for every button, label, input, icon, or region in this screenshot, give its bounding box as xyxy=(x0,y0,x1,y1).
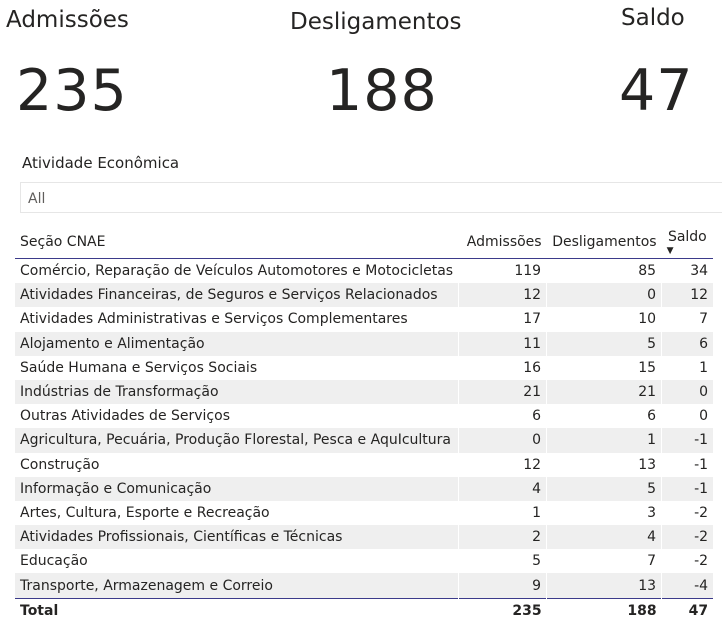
cell-saldo: 12 xyxy=(662,283,714,307)
cell-desligamentos: 10 xyxy=(547,307,662,331)
table-row[interactable] xyxy=(15,549,713,573)
cell-saldo: 6 xyxy=(662,332,714,356)
cell-admissoes: 0 xyxy=(459,428,547,452)
cell-admissoes: 16 xyxy=(459,356,547,380)
cell-saldo: 0 xyxy=(662,380,714,404)
kpi-admissoes-title: Admissões xyxy=(6,7,129,33)
header-desligamentos[interactable]: Desligamentos xyxy=(547,225,662,259)
cell-admissoes: 2 xyxy=(459,525,547,549)
table-row[interactable] xyxy=(15,356,713,380)
cell-saldo: -1 xyxy=(662,453,714,477)
atividade-economica-dropdown[interactable] xyxy=(20,182,722,213)
cell-secao: Atividades Financeiras, de Seguros e Serviços Relacionados xyxy=(15,283,459,307)
table-row[interactable] xyxy=(15,453,713,477)
table-header-row xyxy=(15,225,713,259)
kpi-desligamentos-title: Desligamentos xyxy=(290,9,462,35)
cell-admissoes: 119 xyxy=(459,259,547,284)
cell-secao: Saúde Humana e Serviços Sociais xyxy=(20,359,258,376)
sort-descending-icon: ▼ xyxy=(666,245,674,256)
cell-saldo: -1 xyxy=(662,477,714,501)
cell-secao: Construção xyxy=(20,456,100,473)
cell-secao: Artes, Cultura, Esporte e Recreação xyxy=(20,504,270,521)
cell-admissoes: 1 xyxy=(459,501,547,525)
kpi-saldo-title: Saldo xyxy=(621,5,685,31)
cell-desligamentos: 3 xyxy=(547,501,662,525)
cell-desligamentos: 6 xyxy=(547,404,662,428)
cell-secao: Agricultura, Pecuária, Produção Florestal, Pesca e AquIcultura xyxy=(15,428,459,452)
cell-desligamentos: 5 xyxy=(547,332,662,356)
header-saldo[interactable] xyxy=(662,225,714,259)
cell-admissoes: 5 xyxy=(459,549,547,573)
cell-admissoes: 9 xyxy=(459,573,547,598)
table-row[interactable] xyxy=(15,573,713,598)
cell-desligamentos: 5 xyxy=(547,477,662,501)
cell-admissoes: 6 xyxy=(459,404,547,428)
table-body xyxy=(15,259,713,599)
header-admissoes[interactable]: Admissões xyxy=(459,225,547,259)
cell-desligamentos: 13 xyxy=(547,453,662,477)
cell-secao: Atividades Administrativas e Serviços Complementares xyxy=(20,311,408,328)
cell-admissoes: 12 xyxy=(459,283,547,307)
header-secao-cnae[interactable]: Seção CNAE xyxy=(15,225,459,259)
table-row[interactable] xyxy=(15,501,713,525)
table-row[interactable] xyxy=(15,477,713,501)
cell-secao: Indústrias de Transformação xyxy=(15,380,459,404)
cell-saldo: -2 xyxy=(662,549,714,573)
cell-desligamentos: 85 xyxy=(547,259,662,284)
cell-desligamentos: 21 xyxy=(547,380,662,404)
total-desligamentos: 188 xyxy=(547,598,662,624)
cell-desligamentos: 0 xyxy=(547,283,662,307)
cell-saldo: -2 xyxy=(662,525,714,549)
cell-admissoes: 21 xyxy=(459,380,547,404)
cell-desligamentos: 7 xyxy=(547,549,662,573)
cnae-table xyxy=(15,225,713,624)
table-row[interactable] xyxy=(15,525,713,549)
cell-saldo: -4 xyxy=(662,573,714,598)
cell-saldo: -2 xyxy=(662,501,714,525)
cell-desligamentos: 15 xyxy=(547,356,662,380)
cell-admissoes: 4 xyxy=(459,477,547,501)
slicer-selected-value: All xyxy=(28,191,46,207)
table-row[interactable] xyxy=(15,404,713,428)
cell-secao: Atividades Profissionais, Científicas e Técnicas xyxy=(15,525,459,549)
table-row[interactable] xyxy=(15,307,713,331)
cell-secao: Educação xyxy=(20,553,88,570)
cell-desligamentos: 4 xyxy=(547,525,662,549)
cell-admissoes: 11 xyxy=(459,332,547,356)
cell-saldo: 1 xyxy=(662,356,714,380)
total-saldo: 47 xyxy=(662,598,714,624)
table-row[interactable] xyxy=(15,428,713,452)
cell-secao: Outras Atividades de Serviços xyxy=(20,408,230,425)
table-row[interactable] xyxy=(15,380,713,404)
cell-saldo: 34 xyxy=(662,259,714,284)
kpi-saldo-value: 47 xyxy=(619,58,694,124)
cell-secao: Comércio, Reparação de Veículos Automotores e Motocicletas xyxy=(20,263,454,280)
cell-desligamentos: 13 xyxy=(547,573,662,598)
cell-secao: Transporte, Armazenagem e Correio xyxy=(15,573,459,598)
cell-desligamentos: 1 xyxy=(547,428,662,452)
cell-admissoes: 12 xyxy=(459,453,547,477)
cell-secao: Alojamento e Alimentação xyxy=(15,332,459,356)
cell-saldo: 0 xyxy=(662,404,714,428)
table-row[interactable] xyxy=(15,332,713,356)
cell-saldo: 7 xyxy=(662,307,714,331)
table-row[interactable] xyxy=(15,259,713,284)
cell-admissoes: 17 xyxy=(459,307,547,331)
table-total-row xyxy=(15,598,713,624)
header-saldo-label: Saldo xyxy=(667,228,707,245)
cell-secao: Informação e Comunicação xyxy=(15,477,459,501)
kpi-desligamentos-value: 188 xyxy=(326,58,438,124)
table-row[interactable] xyxy=(15,283,713,307)
slicer-title: Atividade Econômica xyxy=(22,154,180,172)
kpi-admissoes-value: 235 xyxy=(16,58,128,124)
total-label: Total xyxy=(15,598,459,624)
total-admissoes: 235 xyxy=(459,598,547,624)
cell-saldo: -1 xyxy=(662,428,714,452)
